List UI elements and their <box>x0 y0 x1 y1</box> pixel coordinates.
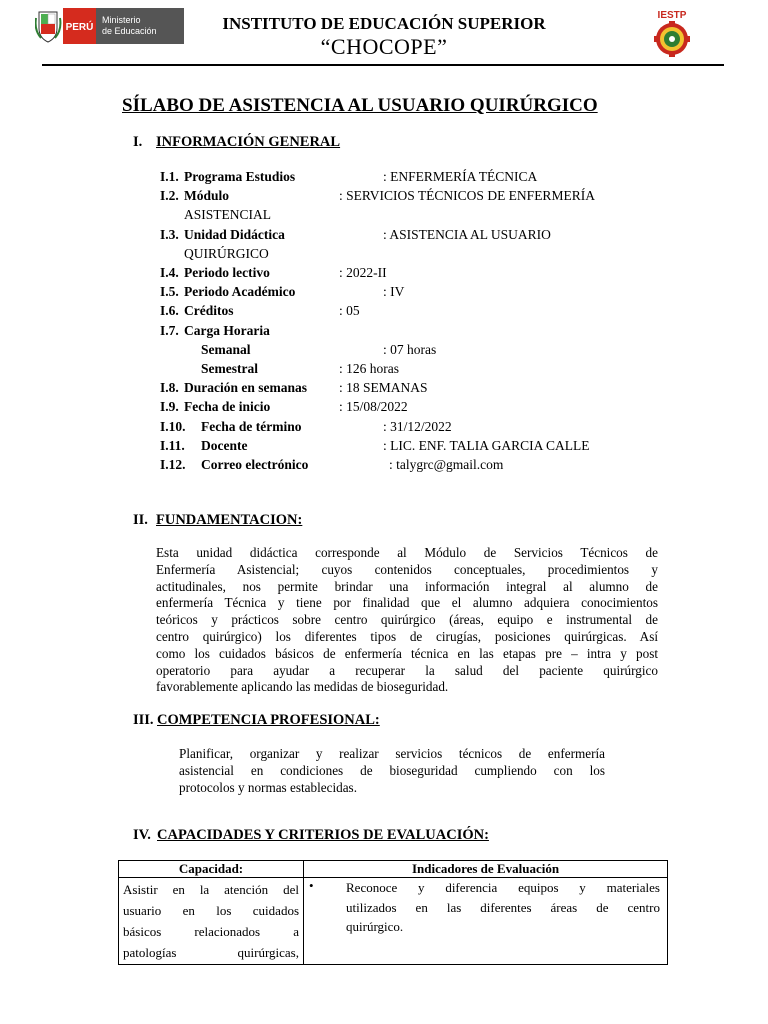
general-info-list: I.1. Programa Estudios : ENFERMERÍA TÉCNICA I.2. Módulo : SERVICIOS TÉCNICOS DE ENFERMERÍA ASISTENCIAL I.3. Unidad Didáctica : ASISTENCIA AL USUARIO QUIRÚRGICO I.4. Periodo lectivo : 2022-II I.5. Periodo Académico : IV I.6. Créditos : 05 I.7. Carga Horaria Semanal : 07 horas Semestral : 126 horas I.8. Duración en semanas : 18 SEMANAS I.9. Fecha de inicio : 15/08/2022 I.10. Fecha de término : 31/12/2022 I.11. Docente : LIC. ENF. TALIA GARCIA CALLE I.12. Correo electrónico : talygrc@gmail.com <box>160 167 660 477</box>
iestp-chocope-logo <box>650 8 694 58</box>
section-4-heading <box>133 827 489 844</box>
section-title: CAPACIDADES Y CRITERIOS DE EVALUACIÓN: <box>157 827 489 843</box>
table-header-row <box>119 861 668 878</box>
svg-text:de Educación: de Educación <box>102 26 157 36</box>
competencia-paragraph: Planificar, organizar y realizar servicios técnicos de enfermería asistencial en condiciones de bioseguridad cumpliendo con los protocolos y normas establecidas. <box>179 746 605 795</box>
gear-emblem-icon <box>654 21 690 57</box>
section-1-heading <box>133 134 340 151</box>
svg-text:IESTP: IESTP <box>657 10 687 21</box>
svg-text:PERÚ: PERÚ <box>65 22 94 33</box>
email-link[interactable]: : talygrc@gmail.com <box>389 457 504 472</box>
section-number: I. <box>133 134 143 150</box>
fundamentacion-paragraph: Esta unidad didáctica corresponde al Módulo de Servicios Técnicos de Enfermería Asistencial; cuyos contenidos conceptuales, procedimientos y actitudinales, nos permite brindar una información integral al alumno de enfermería Técnica y tiene por finalidad que el alumno adquiera conocimientos teóricos y prácticos sobre centro quirúrgico (áreas, equipo e instrumental de centro quirúrgico) los diferentes tipos de cirugías, posiciones quirúrgicas. Así como los cuidados básicos de enfermería técnica en las etapas pre – intra y post operatorio para ayudar a recuperar la salud del paciente quirúrgico favorablemente aplicando las medidas de bioseguridad. <box>156 545 658 695</box>
peru-shield-icon <box>36 12 61 42</box>
section-title: FUNDAMENTACION: <box>156 512 303 528</box>
svg-text:Ministerio: Ministerio <box>102 15 141 25</box>
header-indicadores: Indicadores de Evaluación <box>304 861 668 878</box>
indicador-text: Reconoce y diferencia equipos y materiales utilizados en las diferentes áreas de centro quirúrgico. <box>346 880 660 934</box>
section-title: INFORMACIÓN GENERAL <box>156 134 341 150</box>
section-3-heading <box>133 712 380 729</box>
section-2-heading <box>133 512 302 529</box>
institution-title: INSTITUTO DE EDUCACIÓN SUPERIOR <box>222 14 546 33</box>
institution-name: “CHOCOPE” <box>320 34 448 59</box>
section-number: IV. <box>133 827 151 843</box>
section-title: COMPETENCIA PROFESIONAL: <box>157 712 380 728</box>
header-divider <box>42 64 724 66</box>
document-title: SÍLABO DE ASISTENCIA AL USUARIO QUIRÚRGICO <box>122 95 598 116</box>
bullet-icon: • <box>309 878 314 893</box>
section-number: II. <box>133 512 148 528</box>
section-number: III. <box>133 712 154 728</box>
capacidad-cell: Asistir en la atención del usuario en los cuidados básicos relacionados a patologías quirúrgicas, <box>119 878 304 965</box>
header-capacidad: Capacidad: <box>119 861 304 878</box>
